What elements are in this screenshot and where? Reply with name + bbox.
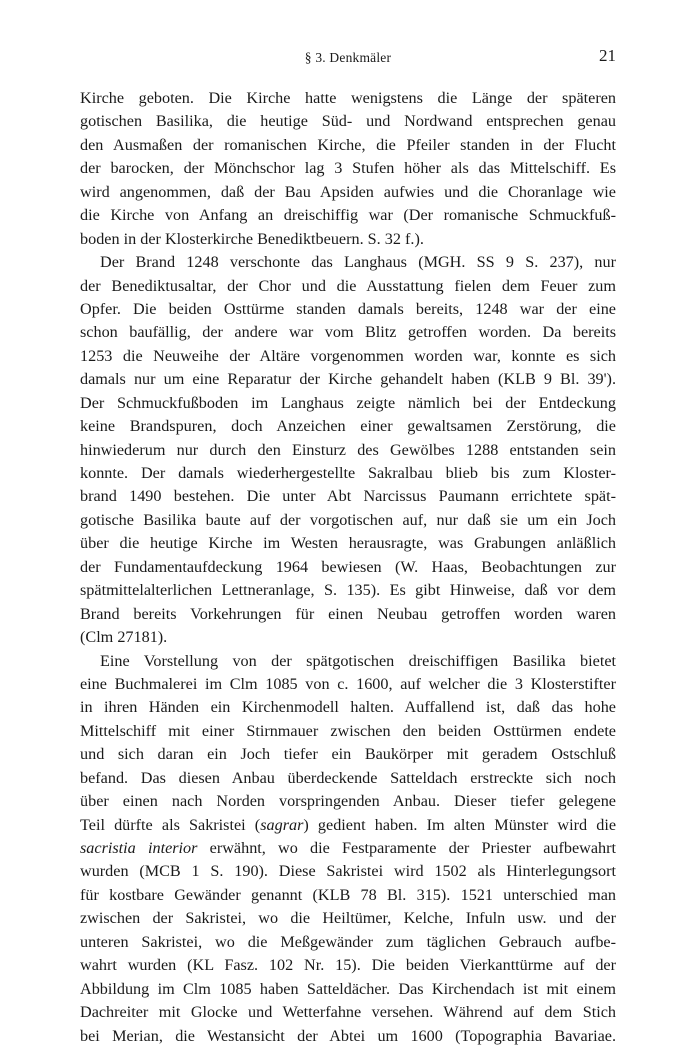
text-line: den Ausmaßen der romanischen Kirche, die Pfeiler standen in der Flucht	[80, 135, 616, 154]
text-line: Abbildung im Clm 1085 haben Satteldächer. Das Kirchendach ist mit einem	[80, 979, 616, 998]
text-line: über die heutige Kirche im Westen herausragte, was Grabungen anläßlich	[80, 534, 616, 553]
text-line: Dachreiter mit Glocke und Wetterfahne versehen. Während auf dem Stich	[80, 1003, 616, 1022]
text-line: keine Brandspuren, doch Anzeichen einer gewaltsamen Zerstörung, die	[80, 417, 616, 436]
text-line: Der Schmuckfußboden im Langhaus zeigte nämlich bei der Entdeckung	[80, 393, 616, 412]
text-line: wird angenommen, daß der Bau Apsiden aufwies und die Choranlage wie	[80, 182, 616, 201]
text-line: und sich daran ein Joch tiefer ein Baukörper mit geradem Ostschluß	[80, 745, 616, 764]
text-line: der barocken, der Mönchschor lag 3 Stufen höher als das Mittelschiff. Es	[80, 159, 616, 178]
text-segment: Teil dürfte als Sakristei (	[80, 815, 261, 834]
text-line: (Clm 27181).	[80, 628, 168, 647]
text-line: wahrt wurden (KL Fasz. 102 Nr. 15). Die beiden Vierkanttürme auf der	[80, 956, 616, 975]
text-line: eine Buchmalerei im Clm 1085 von c. 1600, auf welcher die 3 Klosterstifter	[80, 674, 616, 693]
text-line: befand. Das diesen Anbau überdeckende Satteldach erstreckte sich noch	[80, 768, 616, 787]
text-line	[80, 837, 616, 860]
text-line: in ihren Händen ein Kirchenmodell halten. Auffallend ist, daß das hohe	[80, 698, 616, 717]
text-line: Der Brand 1248 verschonte das Langhaus (MGH. SS 9 S. 237), nur	[100, 253, 616, 272]
running-head: § 3. Denkmäler	[304, 50, 392, 65]
text-line: konnte. Der damals wiederhergestellte Sakralbau blieb bis zum Kloster-	[80, 464, 616, 482]
text-line: boden in der Klosterkirche Benediktbeuern. S. 32 f.).	[80, 229, 424, 248]
text-line: Mittelschiff mit einer Stirnmauer zwischen den beiden Osttürmen endete	[80, 721, 616, 740]
italic-term: sagrar	[260, 815, 304, 834]
text-line: der Fundamentaufdeckung 1964 bewiesen (W. Haas, Beobachtungen zur	[80, 557, 616, 576]
page-number: 21	[599, 46, 616, 65]
body-text	[80, 87, 616, 1048]
text-line: spätmittelalterlichen Lettneranlage, S. 135). Es gibt Hinweise, daß vor dem	[80, 581, 616, 600]
text-segment: erwähnt, wo die Festparamente der Priester aufbewahrt	[197, 839, 616, 857]
text-line: gotische Basilika baute auf der vorgotischen auf, nur daß sie um ein Joch	[80, 510, 616, 529]
text-line: schon baufällig, der andere war vom Blitz getroffen worden. Da bereits	[80, 323, 616, 342]
text-line: Opfer. Die beiden Osttürme standen damals bereits, 1248 war der eine	[80, 299, 616, 318]
text-line: die Kirche von Anfang an dreischiffig war (Der romanische Schmuckfuß-	[80, 206, 616, 225]
text-line: 1253 die Neuweihe der Altäre vorgenommen worden war, konnte es sich	[80, 346, 616, 365]
text-line: gotischen Basilika, die heutige Süd- und Nordwand entsprechen genau	[80, 112, 616, 131]
text-line: hinwiederum nur durch den Einsturz des Gewölbes 1288 entstanden sein	[80, 440, 616, 459]
text-line: für kostbare Gewänder genannt (KLB 78 Bl. 315). 1521 unterschied man	[80, 885, 616, 904]
text-line	[80, 814, 616, 837]
text-segment: ) gedient haben. Im alten Münster wird die	[303, 815, 616, 834]
text-line: über einen nach Norden vorspringenden Anbau. Dieser tiefer gelegene	[80, 792, 616, 811]
text-line: zwischen der Sakristei, wo die Heiltümer, Kelche, Infuln usw. und der	[80, 909, 616, 928]
text-line: unteren Sakristei, wo die Meßgewänder zum täglichen Gebrauch aufbe-	[80, 932, 616, 951]
text-line: bei Merian, die Westansicht der Abtei um 1600 (Topographia Bavariae.	[80, 1026, 616, 1045]
text-line: brand 1490 bestehen. Die unter Abt Narcissus Paumann errichtete spät-	[80, 487, 616, 506]
text-line: Brand bereits Vorkehrungen für einen Neubau getroffen worden waren	[80, 604, 616, 623]
text-line: der Benediktusaltar, der Chor und die Ausstattung fielen dem Feuer zum	[80, 276, 616, 295]
page-header	[80, 46, 616, 70]
text-line: damals nur um eine Reparatur der Kirche gehandelt haben (KLB 9 Bl. 39').	[80, 370, 616, 389]
text-line: wurden (MCB 1 S. 190). Diese Sakristei wird 1502 als Hinterlegungsort	[80, 862, 616, 881]
text-line: Kirche geboten. Die Kirche hatte wenigstens die Länge der späteren	[80, 89, 616, 107]
text-line: Eine Vorstellung von der spätgotischen dreischiffigen Basilika bietet	[100, 651, 616, 670]
italic-term: sacristia interior	[80, 839, 198, 857]
